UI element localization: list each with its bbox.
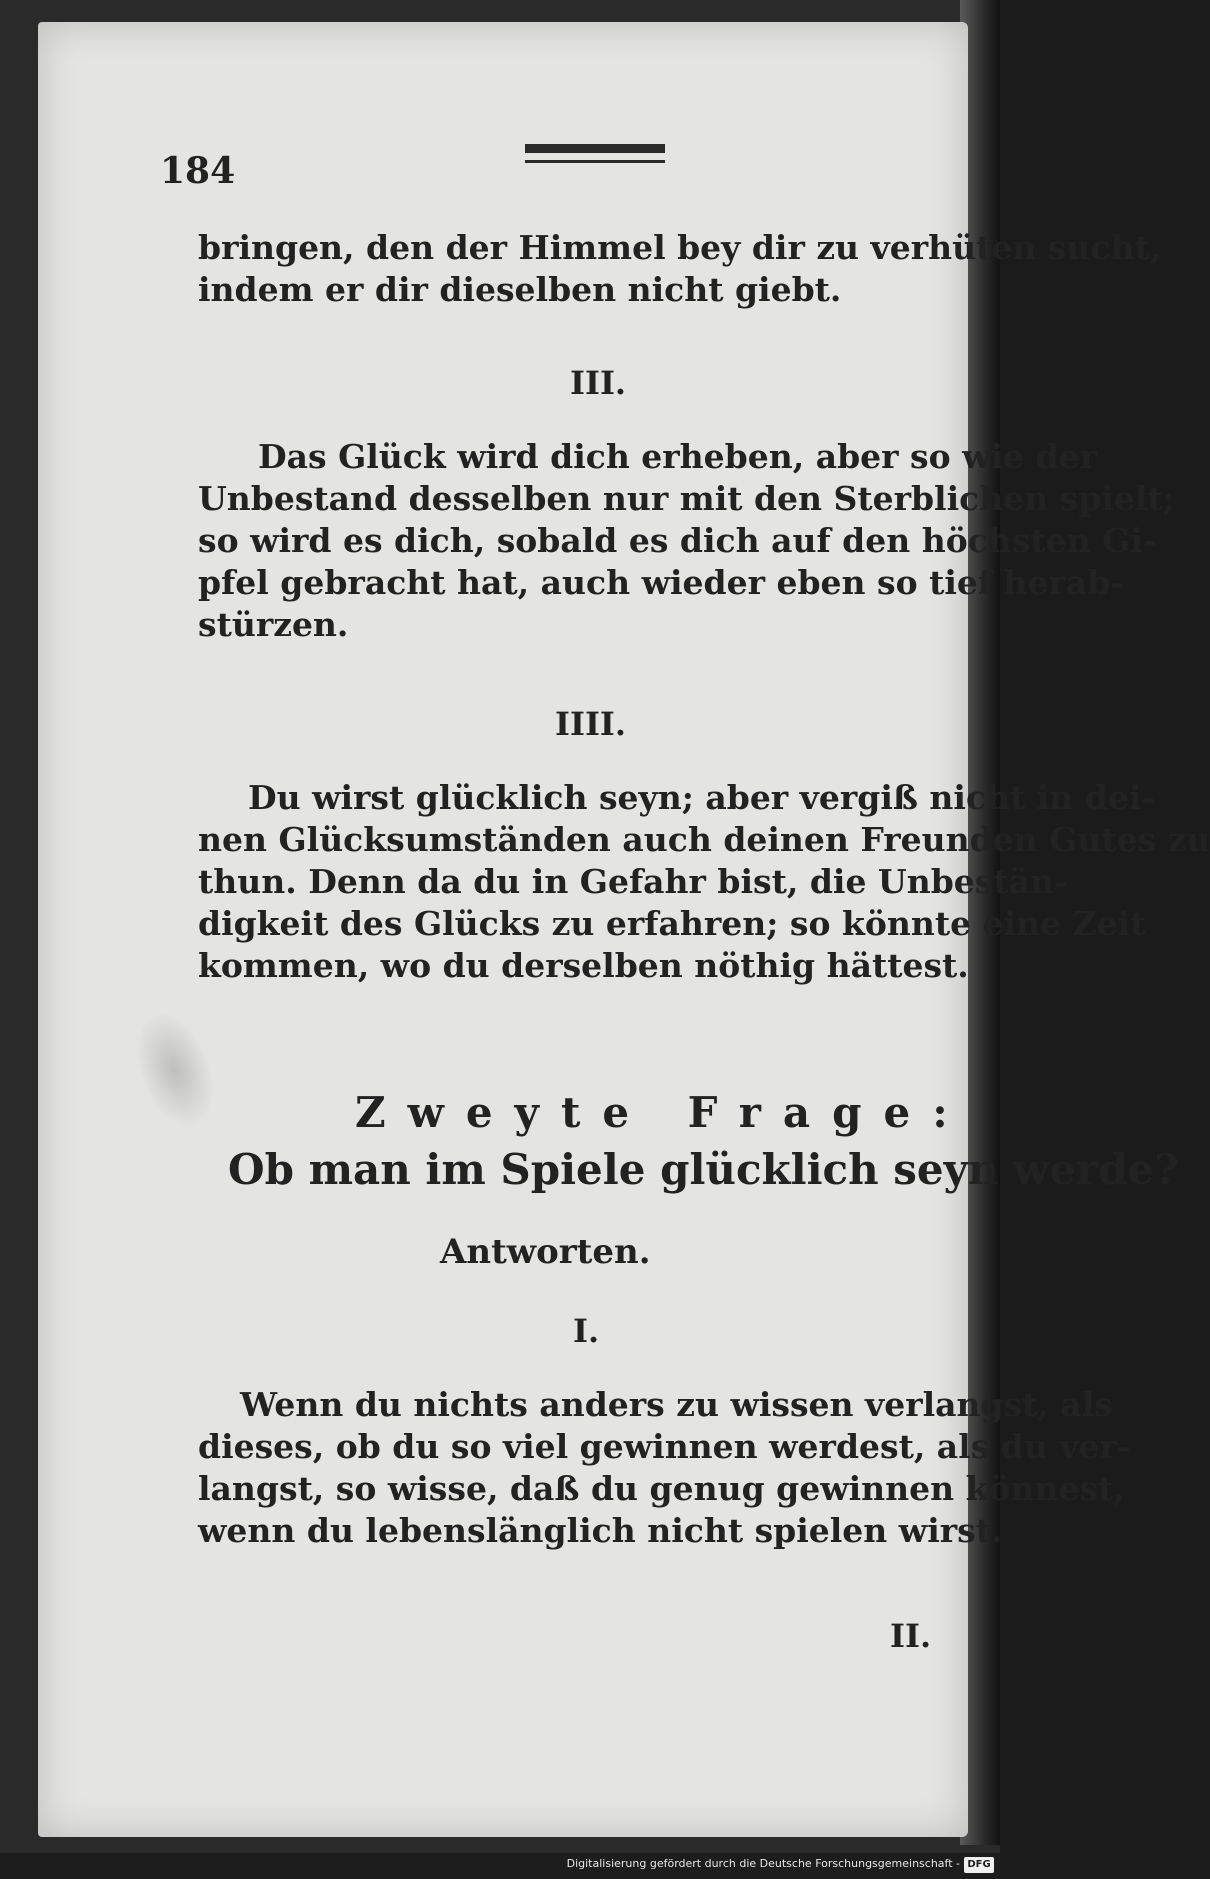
section-numeral: III.: [570, 364, 627, 402]
dfg-logo: DFG: [964, 1857, 994, 1873]
digitization-footer: [0, 1853, 1000, 1879]
text-line: langst, so wisse, daß du genug gewinnen könnest,: [198, 1469, 1125, 1508]
text-line: bringen, den der Himmel bey dir zu verhüten sucht,: [198, 228, 1162, 267]
text-line: thun. Denn da du in Gefahr bist, die Unbestän-: [198, 862, 1068, 901]
text-line: Wenn du nichts anders zu wissen verlangst, als: [240, 1385, 1113, 1424]
page-number: 184: [160, 150, 236, 192]
text-line: Unbestand desselben nur mit den Sterblichen spielt;: [198, 479, 1175, 518]
text-line: digkeit des Glücks zu erfahren; so könnte eine Zeit: [198, 904, 1146, 943]
question-heading: Zweyte Frage:: [355, 1088, 970, 1137]
answer-numeral: I.: [573, 1312, 600, 1350]
text-line: kommen, wo du derselben nöthig hättest.: [198, 946, 969, 985]
text-line: Du wirst glücklich seyn; aber vergiß nicht in dei-: [248, 778, 1156, 817]
text-line: Das Glück wird dich erheben, aber so wie der: [258, 437, 1098, 476]
text-line: wenn du lebenslänglich nicht spielen wirst.: [198, 1511, 1003, 1550]
text-line: so wird es dich, sobald es dich auf den höchsten Gi-: [198, 521, 1157, 560]
text-line: dieses, ob du so viel gewinnen werdest, als du ver-: [198, 1427, 1131, 1466]
header-rule: [525, 144, 665, 166]
question-title: Ob man im Spiele glücklich seyn werde?: [228, 1145, 1179, 1194]
text-line: stürzen.: [198, 605, 349, 644]
answers-heading: Antworten.: [440, 1232, 651, 1272]
text-line: nen Glücksumständen auch deinen Freunden Gutes zu: [198, 820, 1210, 859]
footer-credit: Digitalisierung gefördert durch die Deutsche Forschungsgemeinschaft -: [566, 1857, 960, 1870]
text-line: pfel gebracht hat, auch wieder eben so tief herab-: [198, 563, 1125, 602]
section-numeral: IIII.: [555, 705, 627, 743]
catchword: II.: [890, 1617, 932, 1655]
text-line: indem er dir dieselben nicht giebt.: [198, 270, 842, 309]
